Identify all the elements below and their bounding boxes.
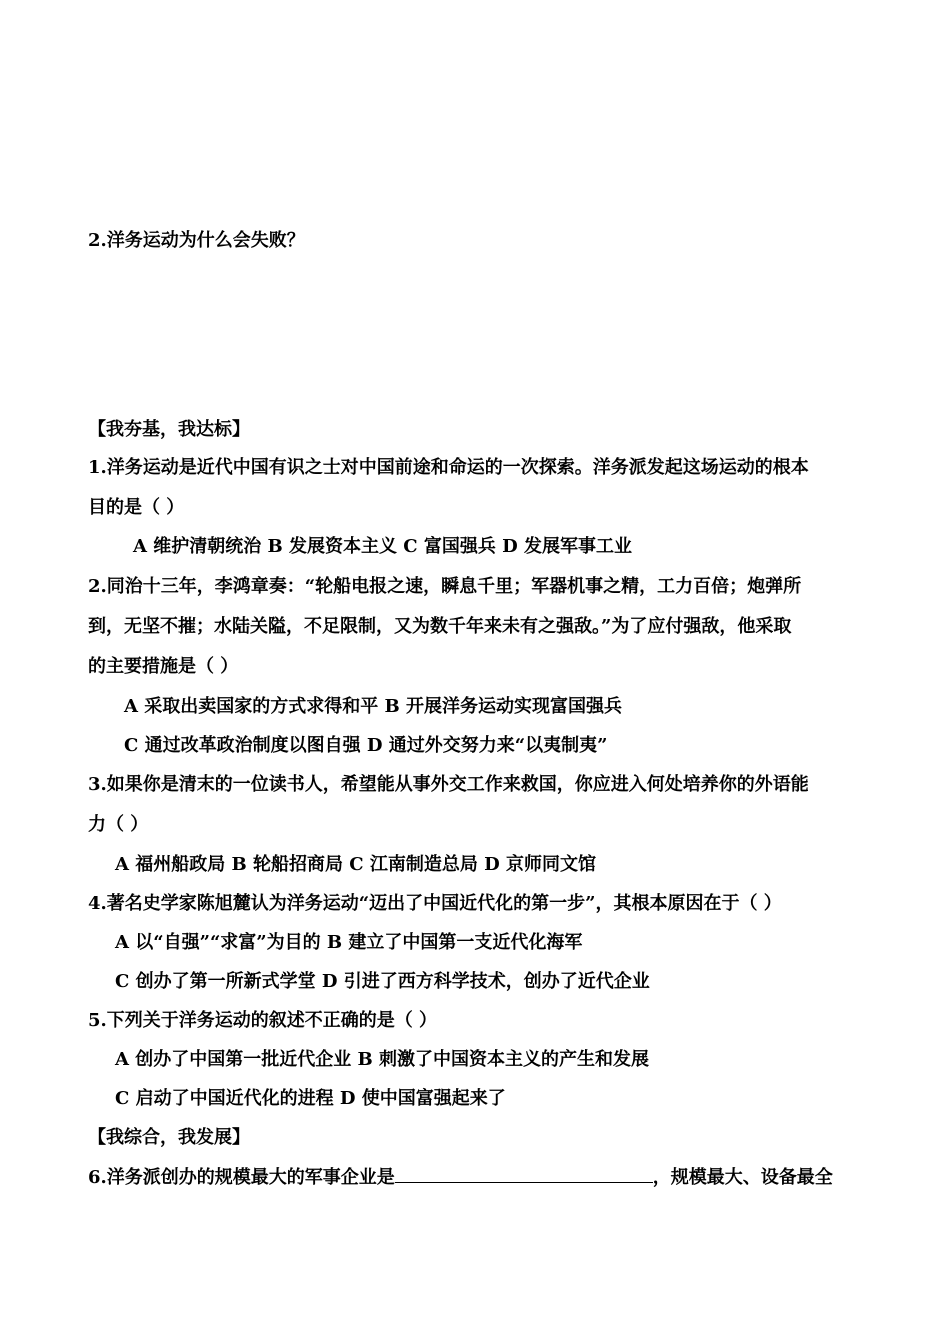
question-2-line-1: 2.同治十三年，李鸿章奏：“轮船电报之速，瞬息千里；军器机事之精，工力百倍；炮弹所 <box>88 576 802 597</box>
section-heading-basic: 【我夯基，我达标】 <box>88 419 250 440</box>
question-4-line-1: 4.著名史学家陈旭麓认为洋务运动“迈出了中国近代化的第一步”，其根本原因在于（ ） <box>88 893 782 914</box>
question-2-line-2: 到，无坚不摧；水陆关隘，不足限制，又为数千年来未有之强敌。”为了应付强敌，他采取 <box>88 616 792 637</box>
question-6 <box>88 1164 833 1190</box>
question-4-options-cd: C 创办了第一所新式学堂 D 引进了西方科学技术，创办了近代企业 <box>115 971 650 992</box>
question-3-line-2: 力（ ） <box>88 814 149 835</box>
question-6-prefix: 6.洋务派创办的规模最大的军事企业是 <box>88 1167 395 1188</box>
question-1-options: A 维护清朝统治 B 发展资本主义 C 富国强兵 D 发展军事工业 <box>133 536 632 557</box>
question-2-options-cd: C 通过改革政治制度以图自强 D 通过外交努力来“以夷制夷” <box>124 735 608 756</box>
question-5-options-cd: C 启动了中国近代化的进程 D 使中国富强起来了 <box>115 1088 506 1109</box>
question-2-options-ab: A 采取出卖国家的方式求得和平 B 开展洋务运动实现富国强兵 <box>124 696 622 717</box>
section-heading-comprehensive: 【我综合，我发展】 <box>88 1127 250 1148</box>
question-5-options-ab: A 创办了中国第一批近代企业 B 刺激了中国资本主义的产生和发展 <box>115 1049 649 1070</box>
question-3-line-1: 3.如果你是清末的一位读书人，希望能从事外交工作来救国，你应进入何处培养你的外语能 <box>88 774 809 795</box>
question-1-line-1: 1.洋务运动是近代中国有识之士对中国前途和命运的一次探索。洋务派发起这场运动的根本 <box>88 457 809 478</box>
question-top: 2.洋务运动为什么会失败？ <box>88 230 305 251</box>
question-4-options-ab: A 以“自强”“求富”为目的 B 建立了中国第一支近代化海军 <box>115 932 583 953</box>
question-2-line-3: 的主要措施是（ ） <box>88 656 239 677</box>
question-5-line-1: 5.下列关于洋务运动的叙述不正确的是（ ） <box>88 1010 438 1031</box>
question-6-suffix: ，规模最大、设备最全 <box>652 1167 833 1188</box>
question-1-line-2: 目的是（ ） <box>88 497 185 518</box>
question-3-options: A 福州船政局 B 轮船招商局 C 江南制造总局 D 京师同文馆 <box>115 854 596 875</box>
answer-blank[interactable] <box>395 1164 653 1183</box>
